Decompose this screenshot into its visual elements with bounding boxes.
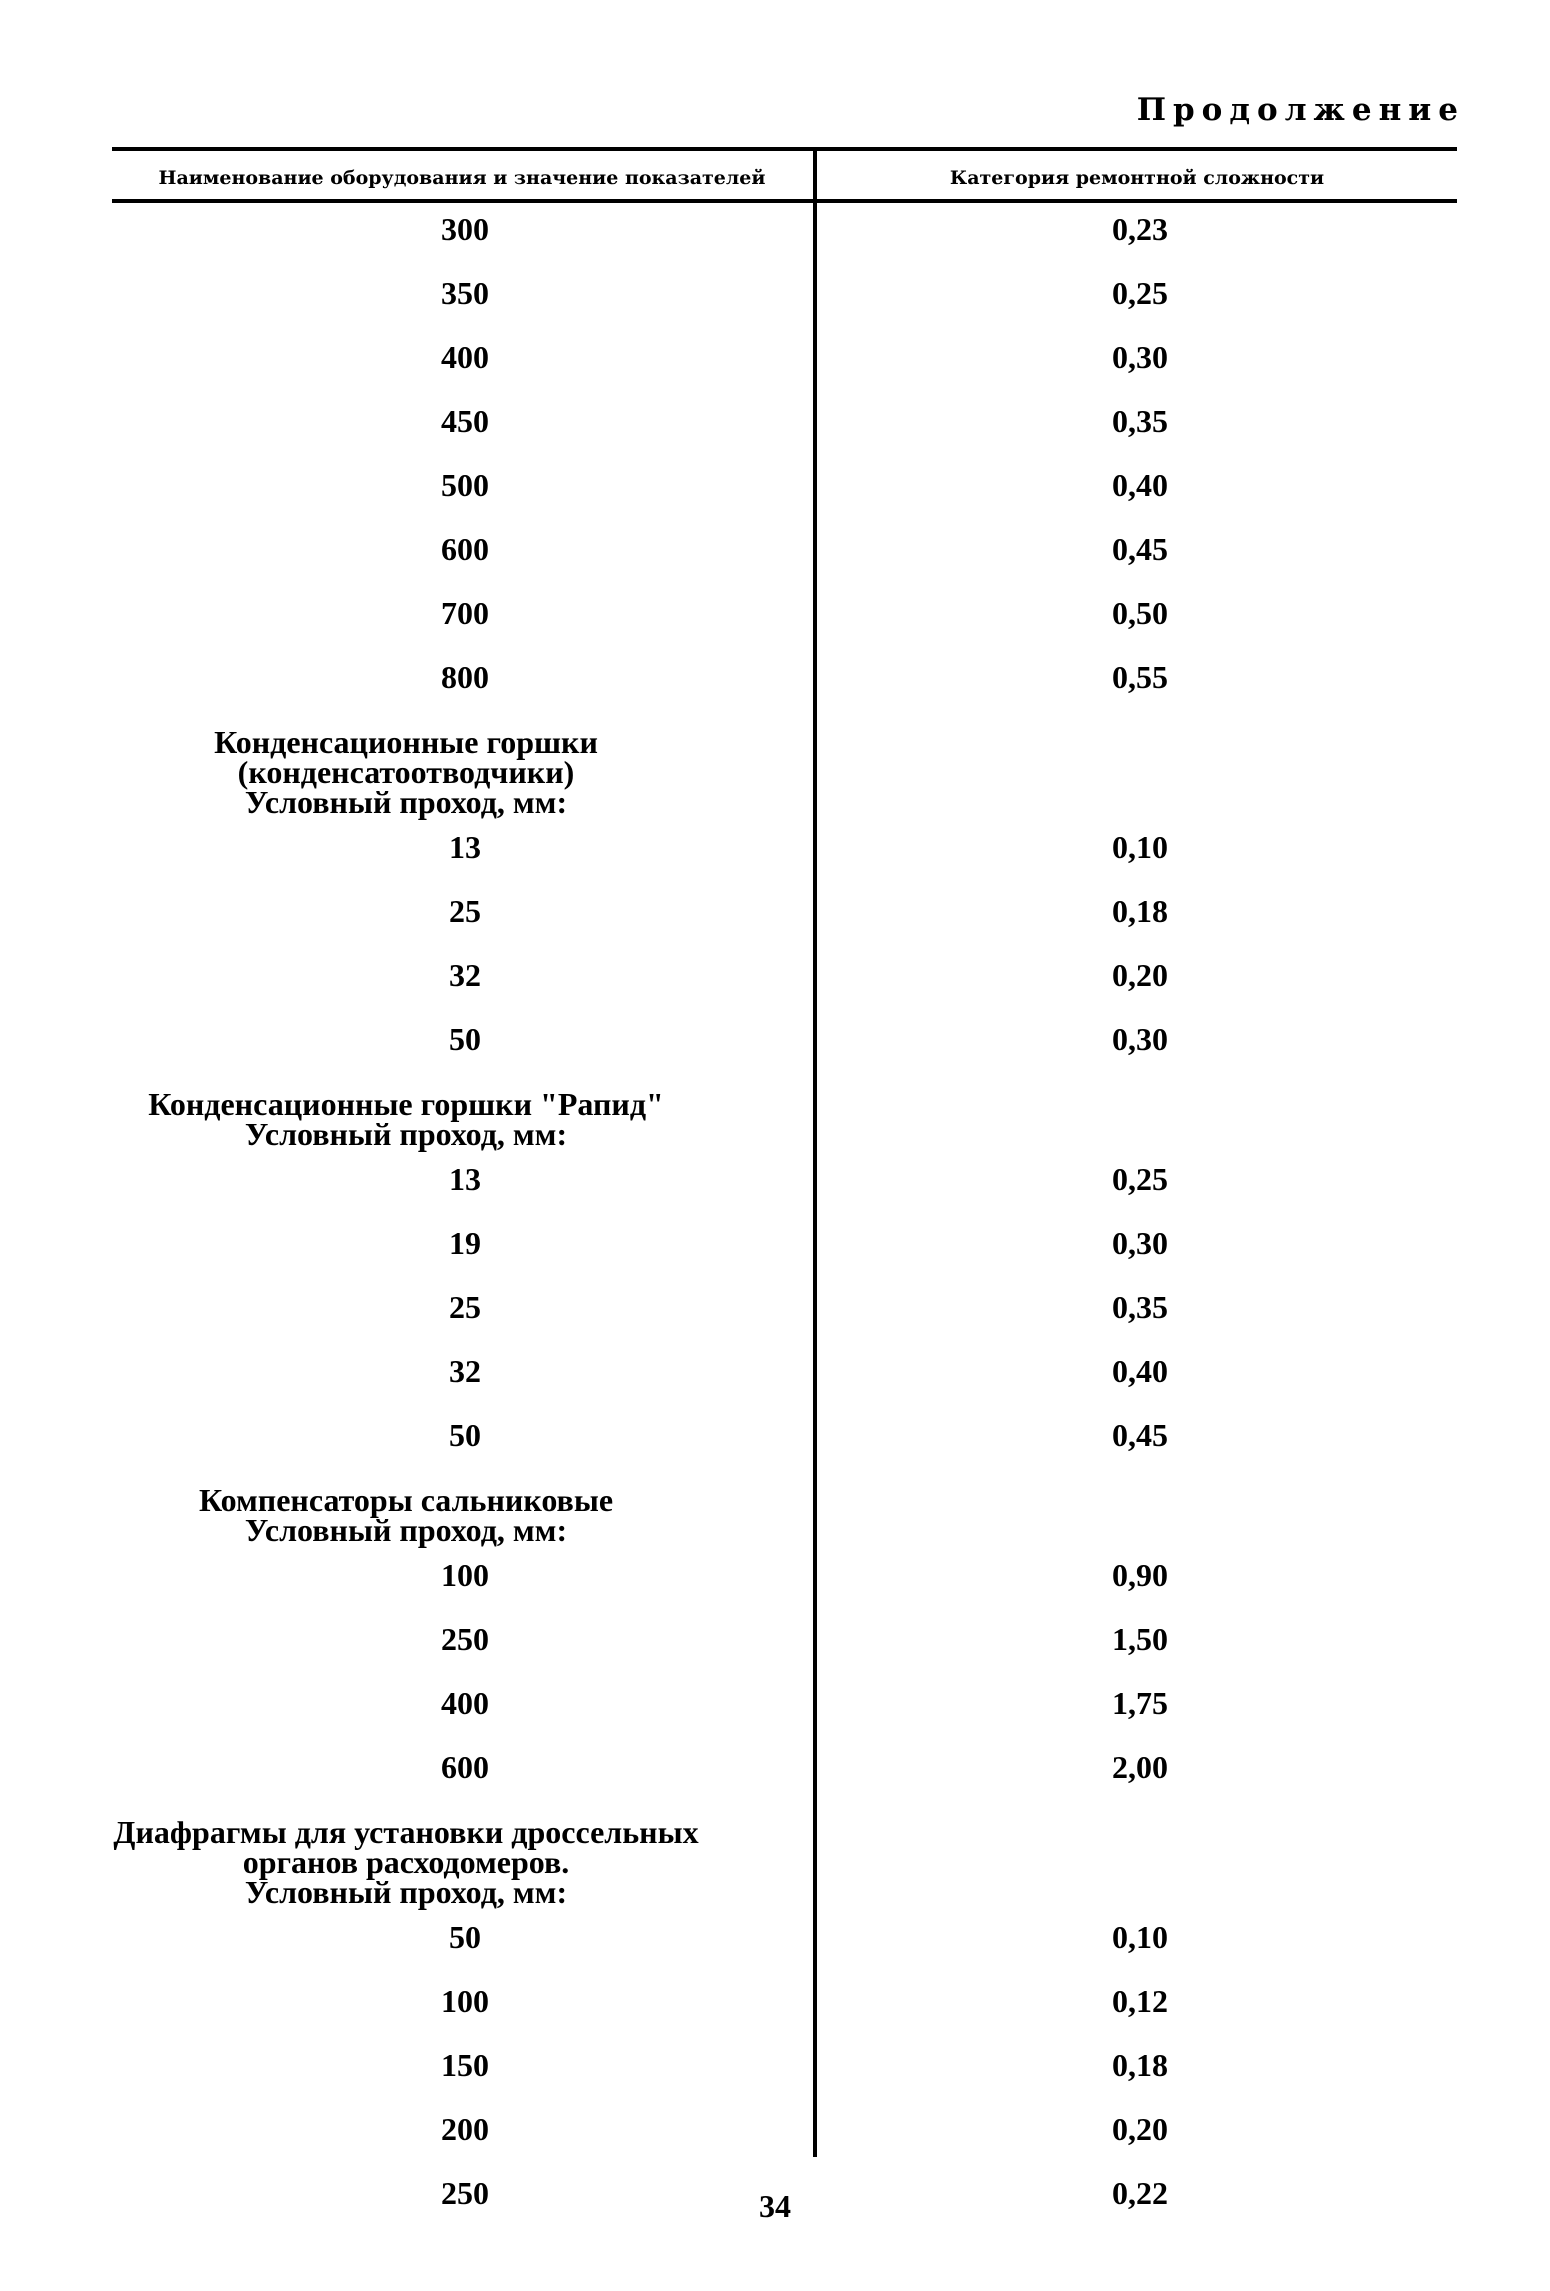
nominal-size-cell: 32 bbox=[449, 957, 481, 993]
nominal-size-cell: 200 bbox=[441, 2111, 489, 2147]
group-heading-line: Конденсационные горшки bbox=[214, 724, 598, 760]
repair-complexity-cell: 0,55 bbox=[1112, 659, 1168, 695]
repair-complexity-cell: 0,30 bbox=[1112, 1225, 1168, 1261]
repair-complexity-cell: 2,00 bbox=[1112, 1749, 1168, 1785]
table-row bbox=[0, 1345, 1550, 1409]
table-row bbox=[0, 267, 1550, 331]
nominal-size-cell: 50 bbox=[449, 1417, 481, 1453]
table-row bbox=[0, 1409, 1550, 1473]
table-row bbox=[0, 1281, 1550, 1345]
column-header-name: Наименование оборудования и значение показателей bbox=[158, 167, 766, 189]
repair-complexity-cell: 0,30 bbox=[1112, 1021, 1168, 1057]
repair-complexity-cell: 0,50 bbox=[1112, 595, 1168, 631]
repair-complexity-cell: 0,18 bbox=[1112, 893, 1168, 929]
group-heading-line: Компенсаторы сальниковые bbox=[198, 1482, 614, 1518]
repair-complexity-cell: 0,45 bbox=[1112, 531, 1168, 567]
nominal-size-cell: 600 bbox=[441, 1749, 489, 1785]
group-heading-line: Условный проход, мм: bbox=[244, 784, 568, 820]
nominal-size-cell: 150 bbox=[441, 2047, 489, 2083]
repair-complexity-cell: 0,25 bbox=[1112, 275, 1168, 311]
nominal-size-cell: 350 bbox=[441, 275, 489, 311]
table-row bbox=[0, 1013, 1550, 1077]
table-row bbox=[0, 587, 1550, 651]
nominal-size-cell: 800 bbox=[441, 659, 489, 695]
repair-complexity-cell: 0,30 bbox=[1112, 339, 1168, 375]
group-heading-line: Условный проход, мм: bbox=[244, 1512, 568, 1548]
nominal-size-cell: 100 bbox=[441, 1983, 489, 2019]
nominal-size-cell: 400 bbox=[441, 1685, 489, 1721]
table-row bbox=[0, 523, 1550, 587]
repair-complexity-cell: 0,20 bbox=[1112, 957, 1168, 993]
table-row bbox=[0, 2039, 1550, 2103]
repair-complexity-cell: 0,35 bbox=[1112, 1289, 1168, 1325]
repair-complexity-cell: 0,40 bbox=[1112, 1353, 1168, 1389]
nominal-size-cell: 25 bbox=[449, 1289, 481, 1325]
table-row bbox=[0, 949, 1550, 1013]
nominal-size-cell: 100 bbox=[441, 1557, 489, 1593]
repair-complexity-cell: 0,35 bbox=[1112, 403, 1168, 439]
nominal-size-cell: 250 bbox=[441, 2175, 489, 2211]
table-row bbox=[0, 1677, 1550, 1741]
nominal-size-cell: 700 bbox=[441, 595, 489, 631]
column-header-category: Категория ремонтной сложности bbox=[949, 167, 1325, 189]
table-row bbox=[0, 885, 1550, 949]
nominal-size-cell: 450 bbox=[441, 403, 489, 439]
table-row bbox=[0, 459, 1550, 523]
table-row bbox=[0, 1613, 1550, 1677]
group-heading-line: Условный проход, мм: bbox=[244, 1874, 568, 1910]
table-row bbox=[0, 395, 1550, 459]
table-top-rule bbox=[112, 147, 1457, 151]
table-row bbox=[0, 2103, 1550, 2167]
table-row bbox=[0, 331, 1550, 395]
group-heading-line: Диафрагмы для установки дроссельных bbox=[113, 1814, 699, 1850]
nominal-size-cell: 500 bbox=[441, 467, 489, 503]
repair-complexity-cell: 1,50 bbox=[1112, 1621, 1168, 1657]
repair-complexity-cell: 0,20 bbox=[1112, 2111, 1168, 2147]
table-row bbox=[0, 203, 1550, 267]
nominal-size-cell: 13 bbox=[449, 1161, 481, 1197]
group-heading-row bbox=[0, 715, 1550, 821]
nominal-size-cell: 50 bbox=[449, 1919, 481, 1955]
table-row bbox=[0, 821, 1550, 885]
nominal-size-cell: 13 bbox=[449, 829, 481, 865]
repair-complexity-cell: 0,40 bbox=[1112, 467, 1168, 503]
group-heading-line: Конденсационные горшки "Рапид" bbox=[148, 1086, 664, 1122]
table-body bbox=[0, 203, 1550, 2231]
repair-complexity-cell: 0,90 bbox=[1112, 1557, 1168, 1593]
repair-complexity-cell: 0,45 bbox=[1112, 1417, 1168, 1453]
table-row bbox=[0, 1549, 1550, 1613]
group-heading-line: органов расходомеров. bbox=[242, 1844, 570, 1880]
group-heading-row bbox=[0, 1805, 1550, 1911]
repair-complexity-cell: 0,12 bbox=[1112, 1983, 1168, 2019]
table-row bbox=[0, 1741, 1550, 1805]
table-row bbox=[0, 1911, 1550, 1975]
repair-complexity-cell: 0,23 bbox=[1112, 211, 1168, 247]
table-row bbox=[0, 1217, 1550, 1281]
repair-complexity-cell: 0,18 bbox=[1112, 2047, 1168, 2083]
repair-complexity-cell: 0,25 bbox=[1112, 1161, 1168, 1197]
table-row bbox=[0, 651, 1550, 715]
nominal-size-cell: 600 bbox=[441, 531, 489, 567]
repair-complexity-cell: 0,10 bbox=[1112, 829, 1168, 865]
nominal-size-cell: 32 bbox=[449, 1353, 481, 1389]
group-heading-line: (конденсатоотводчики) bbox=[237, 754, 575, 790]
nominal-size-cell: 250 bbox=[441, 1621, 489, 1657]
group-heading-row bbox=[0, 1077, 1550, 1153]
group-heading-line: Условный проход, мм: bbox=[244, 1116, 568, 1152]
nominal-size-cell: 19 bbox=[449, 1225, 481, 1261]
group-heading-row bbox=[0, 1473, 1550, 1549]
repair-complexity-cell: 0,10 bbox=[1112, 1919, 1168, 1955]
repair-complexity-cell: 0,22 bbox=[1112, 2175, 1168, 2211]
nominal-size-cell: 25 bbox=[449, 893, 481, 929]
nominal-size-cell: 300 bbox=[441, 211, 489, 247]
table-row bbox=[0, 1975, 1550, 2039]
page-number: 34 bbox=[759, 2188, 791, 2224]
nominal-size-cell: 50 bbox=[449, 1021, 481, 1057]
nominal-size-cell: 400 bbox=[441, 339, 489, 375]
table-row bbox=[0, 1153, 1550, 1217]
repair-complexity-cell: 1,75 bbox=[1112, 1685, 1168, 1721]
continuation-label: Продолжение bbox=[1136, 92, 1465, 128]
